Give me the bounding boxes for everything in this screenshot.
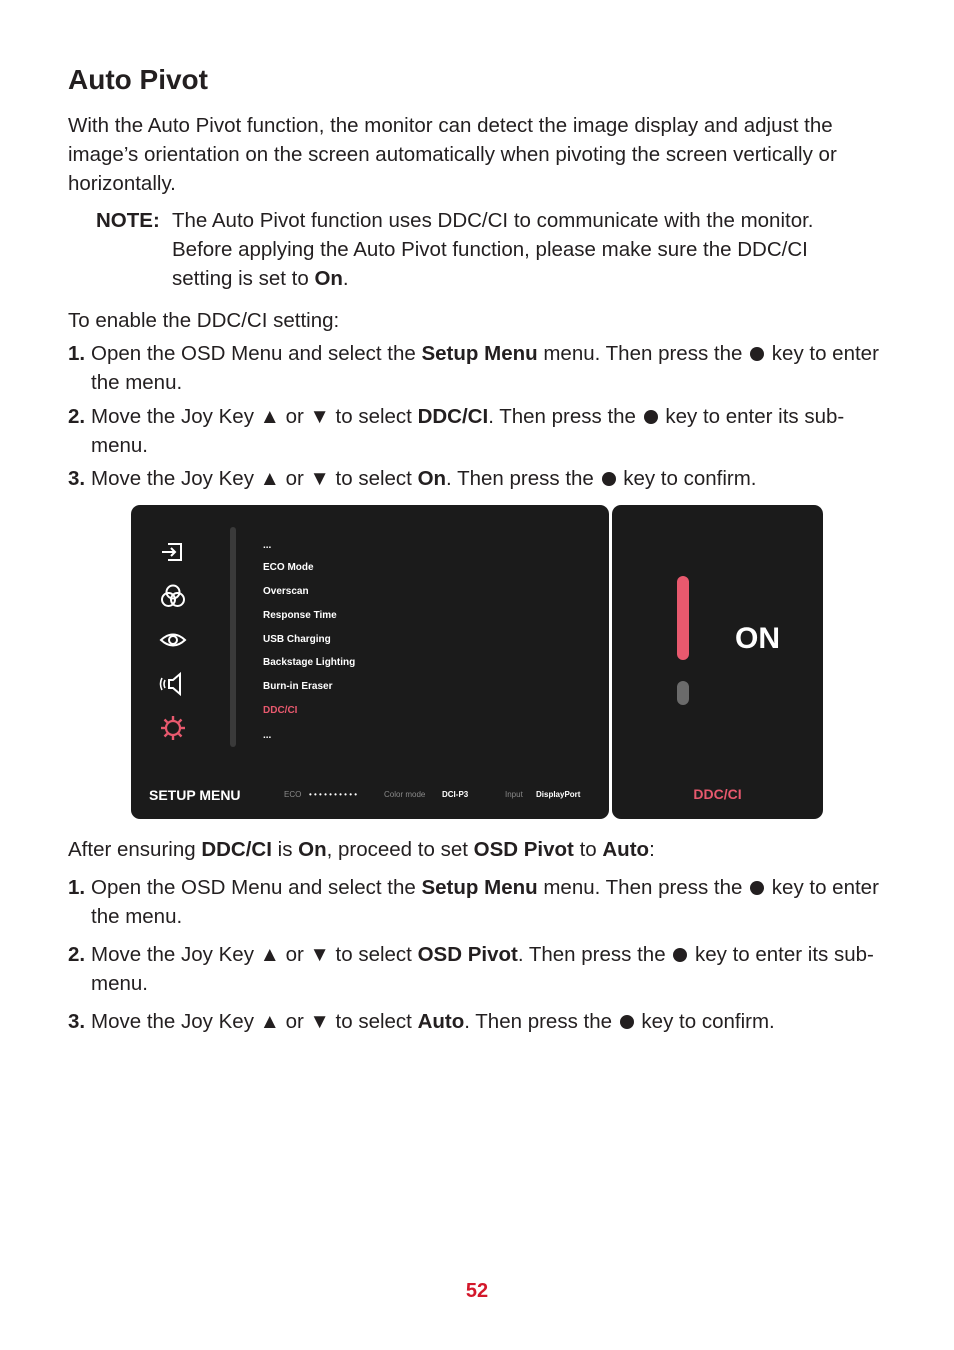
osd-item-ddc-ci: DDC/CI xyxy=(263,705,298,716)
option-on-indicator xyxy=(677,576,689,660)
section2-lead: After ensuring DDC/CI is On, proceed to set OSD Pivot to Auto: xyxy=(68,838,655,861)
section1-lead: To enable the DDC/CI setting: xyxy=(68,309,340,332)
osd-input-label: Input xyxy=(505,790,523,799)
osd-item-overscan: Overscan xyxy=(263,586,309,597)
color-icon xyxy=(159,582,187,610)
note-body xyxy=(172,206,872,293)
joy-key-press-icon xyxy=(602,472,616,486)
audio-icon xyxy=(159,670,187,698)
section2-step-3: 3. Move the Joy Key ▲ or ▼ to select Auto. Then press the key to confirm. xyxy=(68,1010,775,1033)
osd-item: ... xyxy=(263,540,272,551)
osd-color-mode-value: DCI-P3 xyxy=(442,790,469,799)
joy-key-press-icon xyxy=(750,347,764,361)
submenu-label: DDC/CI xyxy=(693,786,742,802)
input-icon xyxy=(159,538,187,566)
osd-item: ... xyxy=(263,730,272,741)
page-title: Auto Pivot xyxy=(68,64,208,95)
section2-step-2: 2. Move the Joy Key ▲ or ▼ to select OSD Pivot. Then press the key to enter its sub-menu. xyxy=(68,943,874,995)
osd-item-eco-mode: ECO Mode xyxy=(263,562,314,573)
note-line-1: The Auto Pivot function uses DDC/CI to communicate with the monitor. xyxy=(172,209,814,232)
osd-ddc-ci-submenu xyxy=(612,505,823,819)
note-label: NOTE: xyxy=(96,209,160,232)
osd-eco-label: ECO xyxy=(284,790,302,799)
osd-setup-menu-screenshot xyxy=(131,505,609,819)
osd-item-response-time: Response Time xyxy=(263,610,337,621)
page-number: 52 xyxy=(465,1280,489,1302)
osd-footer-title: SETUP MENU xyxy=(149,787,241,803)
intro-paragraph: With the Auto Pivot function, the monitor can detect the image display and adjust the image’s orientation on the screen automatically when pivoting the screen vertically or horizontally. xyxy=(68,114,837,195)
osd-scrollbar xyxy=(230,527,236,747)
section1-step-1: 1. Open the OSD Menu and select the Setup Menu menu. Then press the key to enter the menu. xyxy=(68,342,879,394)
osd-color-mode-label: Color mode xyxy=(384,790,426,799)
joy-key-press-icon xyxy=(673,948,687,962)
section1-step-3: 3. Move the Joy Key ▲ or ▼ to select On. Then press the key to confirm. xyxy=(68,467,757,490)
joy-key-press-icon xyxy=(644,410,658,424)
section1-step-2: 2. Move the Joy Key ▲ or ▼ to select DDC/CI. Then press the key to enter its sub-menu. xyxy=(68,405,845,457)
osd-item-backstage-lighting: Backstage Lighting xyxy=(263,657,356,668)
osd-eco-dots: • • • • • • • • • • xyxy=(309,790,358,799)
osd-item-burn-in-eraser: Burn-in Eraser xyxy=(263,681,333,692)
osd-item-usb-charging: USB Charging xyxy=(263,634,331,645)
section2-step-1: 1. Open the OSD Menu and select the Setup Menu menu. Then press the key to enter the menu. xyxy=(68,876,879,928)
joy-key-press-icon xyxy=(620,1015,634,1029)
option-off-indicator xyxy=(677,681,689,705)
osd-input-value: DisplayPort xyxy=(536,790,581,799)
note-line-3: setting is set to On. xyxy=(172,267,349,290)
selected-value: ON xyxy=(735,622,780,655)
gear-icon xyxy=(159,714,187,742)
note-line-2: Before applying the Auto Pivot function, please make sure the DDC/CI xyxy=(172,238,808,261)
eye-icon xyxy=(159,626,187,654)
joy-key-press-icon xyxy=(750,881,764,895)
